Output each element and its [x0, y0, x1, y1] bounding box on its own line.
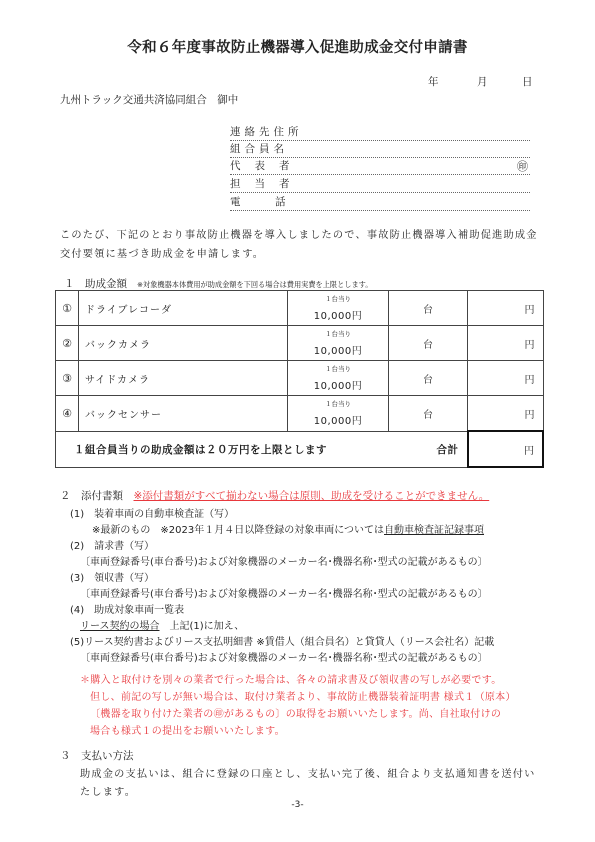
- attachment-item: (1) 装着車両の自動車検査証（写）: [70, 509, 235, 520]
- addressee: 九州トラック交通共済協同組合 御中: [60, 94, 239, 106]
- section2-heading: [60, 488, 489, 503]
- page-number: -3-: [291, 800, 304, 810]
- yen-field[interactable]: [468, 326, 544, 361]
- attachment-note: [92, 521, 484, 536]
- address-field[interactable]: [230, 124, 530, 141]
- member-name-field[interactable]: [230, 141, 530, 158]
- intro-text: このたび、下記のとおり事故防止機器を導入しましたので、事故防止機器導入補助促進助成金交付要領に基づき助成金を申請します。: [60, 230, 538, 260]
- member-name-label: 組合員名: [230, 143, 288, 155]
- per-unit-label: １台当り: [325, 295, 351, 303]
- document-title: 令和６年度事故防止機器導入促進助成金交付申請書: [127, 40, 468, 56]
- yen-field[interactable]: [468, 396, 544, 432]
- section1-note: ※対象機器本体費用が助成金額を下回る場合は費用実費を上限とします。: [137, 280, 373, 289]
- limit-text: １組合員当りの助成金額は２０万円を上限とします: [74, 443, 327, 456]
- section2-title: ２ 添付書類: [60, 490, 123, 502]
- date-year: 年: [428, 76, 439, 88]
- attachment-note-underlined: 自動車検査証記録事項: [384, 525, 485, 536]
- total-row: [56, 431, 544, 467]
- total-yen-label: 円: [524, 445, 534, 457]
- address-label: 連絡先住所: [230, 126, 303, 138]
- amount-cell: [288, 291, 389, 326]
- table-row: [56, 291, 544, 326]
- section2-warning: ※添付書類がすべて揃わない場合は原則、助成を受けることができません。: [133, 490, 490, 502]
- device-name: バックカメラ: [79, 326, 288, 361]
- note-line: ＊購入と取付けを別々の業者で行った場合は、各々の請求書及び領収書の写しが必要です。: [80, 675, 502, 686]
- row-number: ②: [56, 326, 79, 361]
- date-month: 月: [477, 76, 488, 88]
- row-number: ③: [56, 361, 79, 396]
- amount-cell: [288, 396, 389, 432]
- device-name: サイドカメラ: [79, 361, 288, 396]
- attachment-item: (2) 請求書（写）: [70, 541, 155, 552]
- yen-field[interactable]: [468, 291, 544, 326]
- section3-heading: ３ 支払い方法: [60, 750, 134, 762]
- unit-label: 台: [423, 304, 433, 316]
- attachment-item: (4) 助成対象車両一覧表: [70, 605, 185, 616]
- yen-label: 円: [524, 374, 535, 386]
- unit-count-field[interactable]: [389, 326, 468, 361]
- table-row: [56, 396, 544, 432]
- date-day: 日: [522, 76, 533, 88]
- yen-field[interactable]: [468, 361, 544, 396]
- attachment-detail: 〔車両登録番号(車台番号)および対象機器のメーカー名･機器名称･型式の記載があるもの〕: [80, 589, 488, 600]
- note-line: 〔機器を取り付けた業者の㊞があるもの〕の取得をお願いいたします。尚、自社取付けの: [90, 709, 502, 720]
- seal-mark: ㊞: [517, 160, 528, 173]
- amount-value: 10,000円: [313, 311, 363, 322]
- amount-cell: [288, 326, 389, 361]
- unit-count-field[interactable]: [389, 396, 468, 432]
- total-label: 合計: [436, 443, 459, 456]
- attachment-note-text: ※最新のもの ※2023年１月４日以降登録の対象車両については: [92, 525, 385, 536]
- unit-count-field[interactable]: [389, 291, 468, 326]
- row-number: ④: [56, 396, 79, 432]
- unit-label: 台: [423, 339, 433, 351]
- table-row: [56, 361, 544, 396]
- phone-field[interactable]: [230, 194, 530, 211]
- amount-value: 10,000円: [313, 416, 363, 428]
- payment-text: 助成金の支払いは、組合に登録の口座とし、支払い完了後、組合より支払通知書を送付いたします。: [80, 769, 536, 798]
- limit-cell: [56, 431, 468, 467]
- representative-label: 代表者: [230, 160, 304, 172]
- yen-label: 円: [524, 409, 535, 421]
- total-amount-field[interactable]: [468, 431, 544, 467]
- per-unit-label: １台当り: [325, 365, 351, 373]
- grant-table: [55, 290, 544, 468]
- note-line: 場合も様式１の提出をお願いいたします。: [90, 726, 285, 737]
- section1-title: １ 助成金額: [64, 278, 127, 290]
- yen-label: 円: [524, 304, 535, 316]
- device-name: バックセンサー: [79, 396, 288, 432]
- phone-label: 電 話: [230, 196, 298, 208]
- purchase-installation-note: [80, 672, 550, 740]
- lease-case-label: リース契約の場合: [80, 621, 160, 632]
- amount-value: 10,000円: [313, 381, 363, 392]
- lease-case-text: 上記(1)に加え、: [169, 621, 245, 632]
- attachment-detail: 〔車両登録番号(車台番号)および対象機器のメーカー名･機器名称･型式の記載があるもの〕: [80, 653, 488, 664]
- unit-label: 台: [423, 409, 433, 421]
- attachment-detail: 〔車両登録番号(車台番号)および対象機器のメーカー名･機器名称･型式の記載があるもの〕: [80, 557, 488, 568]
- amount-cell: [288, 361, 389, 396]
- yen-label: 円: [524, 339, 535, 351]
- unit-count-field[interactable]: [389, 361, 468, 396]
- device-name: ドライブレコーダ: [79, 291, 288, 326]
- row-number: ①: [56, 291, 79, 326]
- representative-field[interactable]: [230, 158, 530, 175]
- unit-label: 台: [423, 374, 433, 386]
- note-line: 但し、前記の写しが無い場合は、取付け業者より、事故防止機器装着証明書 様式１（原本）: [90, 692, 516, 703]
- table-row: [56, 326, 544, 361]
- per-unit-label: １台当り: [325, 400, 351, 409]
- attachment-item: (5)リース契約書およびリース支払明細書 ※賃借人（組合員名）と貸貸人（リース会社名）記載: [70, 637, 495, 648]
- person-in-charge-field[interactable]: [230, 176, 530, 193]
- amount-value: 10,000円: [313, 346, 363, 357]
- section1-heading: [64, 276, 372, 291]
- attachment-item: (3) 領収書（写）: [70, 573, 155, 584]
- lease-case: [80, 617, 244, 632]
- person-in-charge-label: 担当者: [230, 178, 304, 190]
- per-unit-label: １台当り: [325, 330, 351, 338]
